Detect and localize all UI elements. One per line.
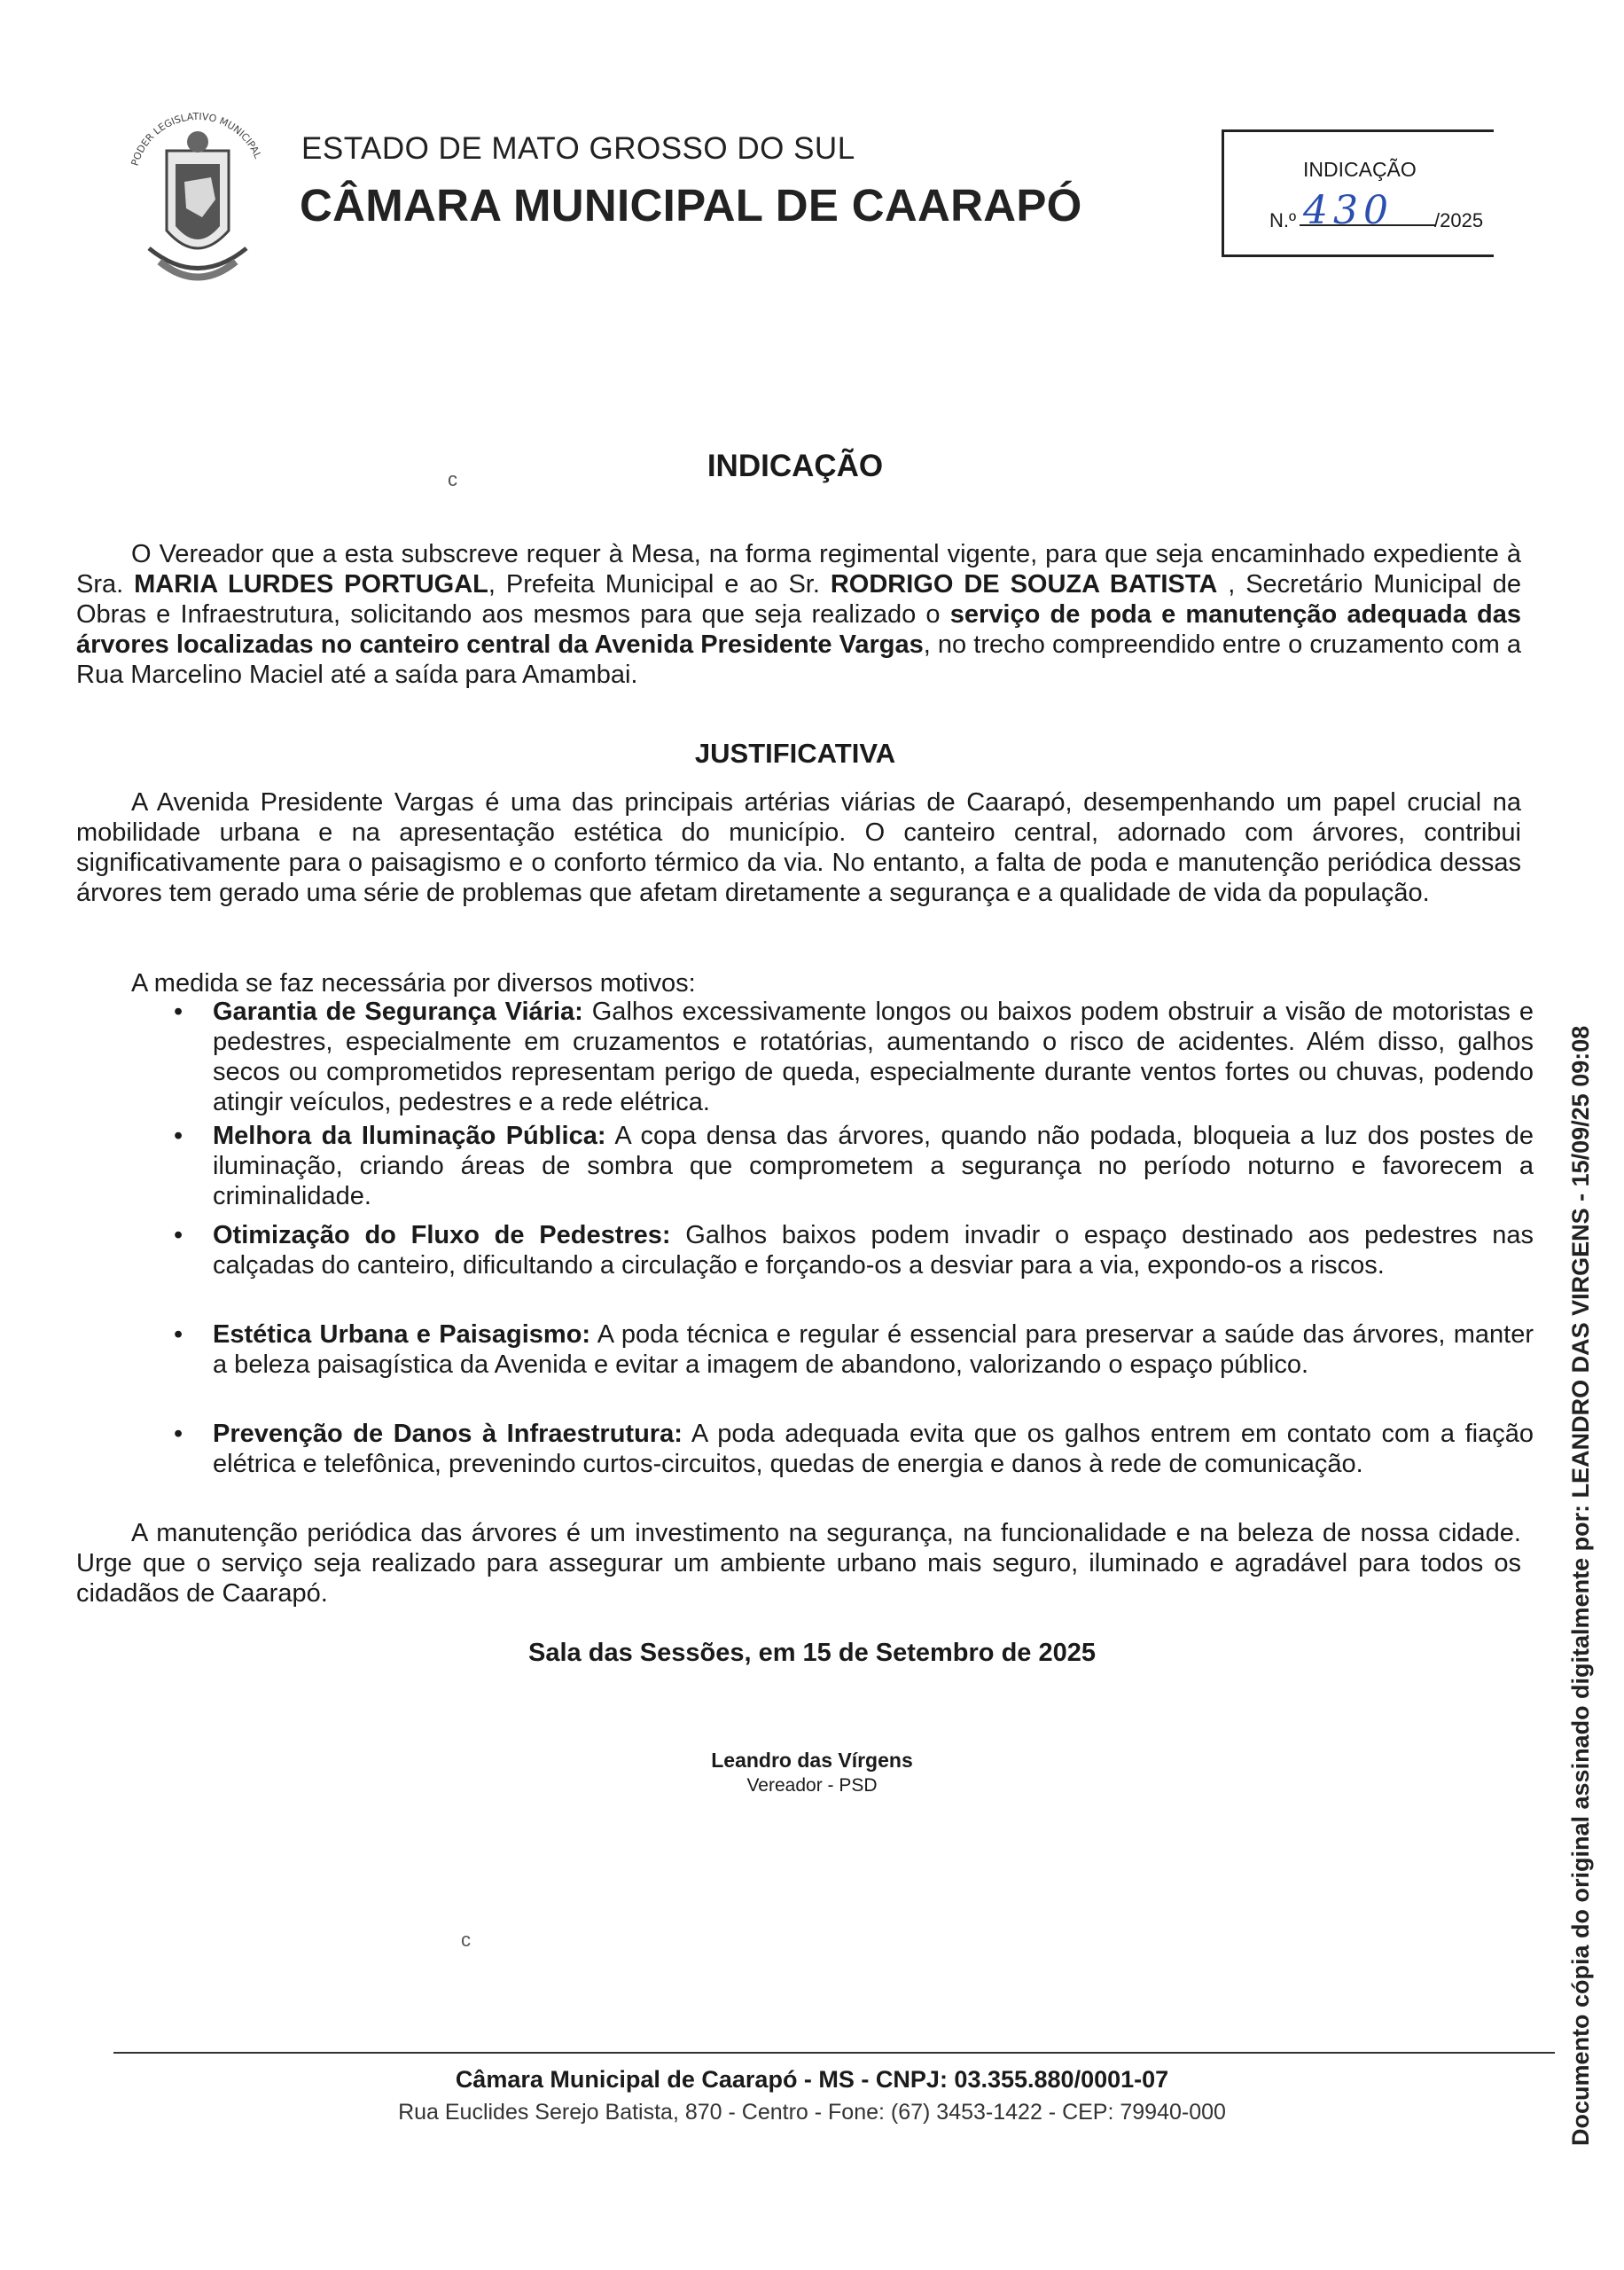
- signer-role: Vereador - PSD: [746, 1775, 878, 1796]
- coat-of-arms-logo: [113, 98, 282, 301]
- list-item: [174, 1220, 1534, 1280]
- bullet-icon: •: [174, 1420, 183, 1448]
- footer-institution: Câmara Municipal de Caarapó - MS - CNPJ: 03.355.880/0001-07: [455, 2066, 1169, 2093]
- list-item: [174, 997, 1534, 1117]
- indication-year: /2025: [1434, 209, 1484, 231]
- scan-mark: c: [461, 1929, 471, 1951]
- mayor-name: MARIA LURDES PORTUGAL: [134, 570, 488, 599]
- motives-intro: A medida se faz necessária por diversos motivos:: [131, 969, 696, 998]
- indication-number-label: N.º: [1269, 209, 1297, 231]
- list-item-title: Estética Urbana e Paisagismo:: [213, 1320, 591, 1349]
- list-item-text: A poda técnica e regular é essencial para preservar a saúde das árvores, manter a beleza paisagística da Avenida e evitar a imagem de abandono, valorizando o espaço público.: [213, 1320, 1534, 1379]
- list-item: [174, 1121, 1534, 1211]
- indication-number-handwritten: 430: [1303, 188, 1394, 233]
- place-and-date: Sala das Sessões, em 15 de Setembro de 2025: [528, 1639, 1096, 1667]
- indication-box-label: INDICAÇÃO: [1303, 158, 1417, 181]
- bullet-icon: •: [174, 998, 183, 1026]
- conclusion-paragraph: A manutenção periódica das árvores é um investimento na segurança, na funcionalidade e na beleza de nossa cidade. Urge que o serviço seja realizado para assegurar um ambiente urbano mais seguro, iluminado e agradável para todos os cidadãos de Caarapó.: [76, 1519, 1521, 1608]
- list-item-title: Melhora da Iluminação Pública:: [213, 1122, 606, 1150]
- list-item-text: A copa densa das árvores, quando não podada, bloqueia a luz dos postes de iluminação, criando áreas de sombra que comprometem a segurança no período noturno e favorecem a criminalidade.: [213, 1122, 1534, 1210]
- justification-title: JUSTIFICATIVA: [694, 738, 896, 769]
- chamber-name: CÂMARA MUNICIPAL DE CAARAPÓ: [300, 180, 1082, 231]
- list-item-title: Otimização do Fluxo de Pedestres:: [213, 1221, 671, 1249]
- list-item-text: A poda adequada evita que os galhos entrem em contato com a fiação elétrica e telefônica, prevenindo curtos-circuitos, quedas de energia e danos à rede de comunicação.: [213, 1420, 1534, 1478]
- list-item-text: Galhos baixos podem invadir o espaço destinado aos pedestres nas calçadas do canteiro, dificultando a circulação e forçando-os a desviar para a via, expondo-os a riscos.: [213, 1221, 1534, 1280]
- signer-name: Leandro das Vírgens: [711, 1749, 913, 1772]
- bullet-icon: •: [174, 1122, 183, 1150]
- list-item-text: Galhos excessivamente longos ou baixos podem obstruir a visão de motoristas e pedestres, especialmente em cruzamentos e rotatórias, aumentando o risco de acidentes. Além disso, galhos secos ou comprometidos representam perigo de queda, especialmente durante ventos fortes ou chuvas, podendo atingir veículos, pedestres e a rede elétrica.: [213, 998, 1534, 1116]
- secretary-name: RODRIGO DE SOUZA BATISTA: [830, 570, 1218, 599]
- list-item-title: Prevenção de Danos à Infraestrutura:: [213, 1420, 683, 1448]
- request-text-1: O Vereador que a esta subscreve requer à Mesa, na forma regimental vigente, para que seja encaminhado expediente à Sra.: [76, 540, 1521, 599]
- request-object: serviço de poda e manutenção adequada das árvores localizadas no canteiro central da Avenida Presidente Vargas: [76, 600, 1522, 659]
- list-item-title: Garantia de Segurança Viária:: [213, 998, 583, 1026]
- state-name: ESTADO DE MATO GROSSO DO SUL: [301, 131, 855, 166]
- digital-signature-stamp: Documento cópia do original assinado digitalmente por: LEANDRO DAS VIRGENS - 15/09/25 09:08: [1567, 1025, 1594, 2146]
- list-item: [174, 1319, 1534, 1380]
- footer-address: Rua Euclides Serejo Batista, 870 - Centro - Fone: (67) 3453-1422 - CEP: 79940-000: [398, 2100, 1226, 2125]
- request-text-3: , Secretário Municipal de Obras e Infraestrutura, solicitando aos mesmos para que seja realizado o: [76, 570, 1521, 629]
- bullet-icon: •: [174, 1221, 183, 1249]
- footer-divider: [113, 2052, 1555, 2054]
- bullet-icon: •: [174, 1320, 183, 1349]
- scan-mark: c: [448, 468, 457, 490]
- svg-text:PODER LEGISLATIVO MUNICIPAL: PODER LEGISLATIVO MUNICIPAL: [129, 110, 264, 168]
- request-text-2: , Prefeita Municipal e ao Sr.: [488, 570, 831, 599]
- justification-paragraph: A Avenida Presidente Vargas é uma das principais artérias viárias de Caarapó, desempenhando um papel crucial na mobilidade urbana e na apresentação estética do município. O canteiro central, adornado com árvores, contribui significativamente para o paisagismo e o conforto térmico da via. No entanto, a falta de poda e manutenção periódica dessas árvores tem gerado uma série de problemas que afetam diretamente a segurança e a qualidade de vida da população.: [76, 788, 1521, 907]
- document-title: INDICAÇÃO: [707, 449, 884, 483]
- request-text-4: , no trecho compreendido entre o cruzamento com a Rua Marcelino Maciel até a saída para Amambai.: [76, 630, 1522, 689]
- list-item: [174, 1419, 1534, 1479]
- request-paragraph: [76, 539, 1521, 690]
